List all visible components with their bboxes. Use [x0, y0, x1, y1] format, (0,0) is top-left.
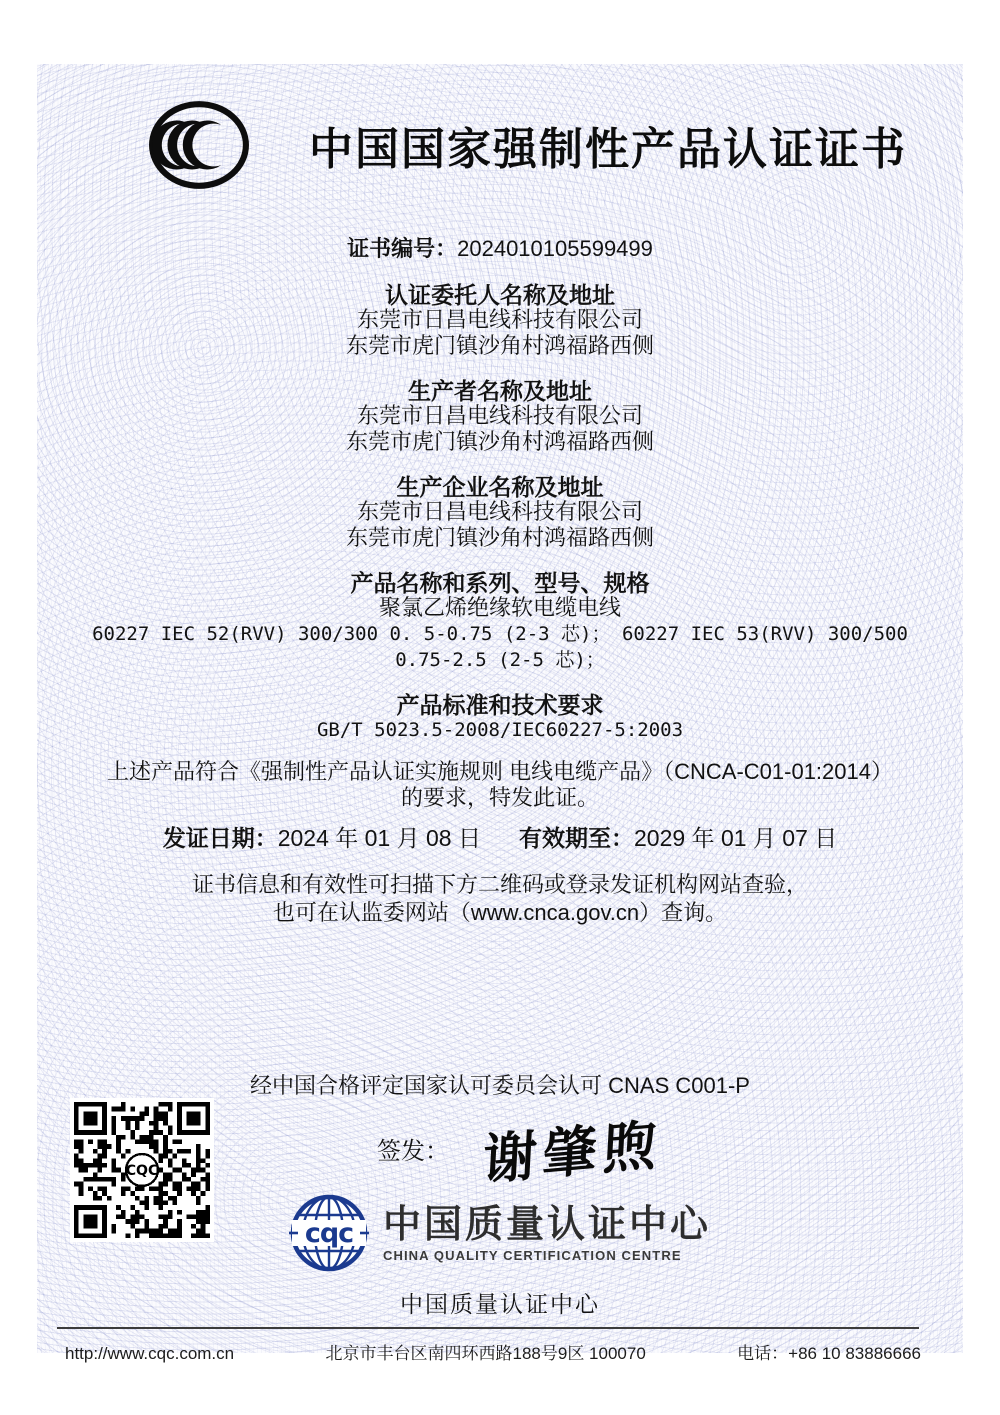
qr-code — [70, 1098, 214, 1242]
section-title: 生产者名称及地址 — [408, 378, 592, 404]
verification-note-line-1: 证书信息和有效性可扫描下方二维码或登录发证机构网站查验， — [191, 872, 808, 897]
footer-website-link[interactable]: http://www.cqc.com.cn — [65, 1344, 235, 1363]
statement-line-1: 上述产品符合《强制性产品认证实施规则 电线电缆产品》（CNCA-C01-01:2014） — [107, 759, 893, 784]
certificate-number-label: 证书编号： — [347, 236, 458, 261]
section-title: 产品标准和技术要求 — [396, 692, 604, 718]
svg-text:CQC: CQC — [125, 1163, 159, 1180]
certificate-number-value: 2024010105599499 — [457, 236, 653, 261]
issue-date-value: 2024 年 01 月 08 日 — [277, 825, 481, 851]
verification-note-line-2: 也可在认监委网站（www.cnca.gov.cn）查询。 — [272, 900, 728, 925]
footer-divider — [57, 1327, 919, 1329]
issuer-name-chinese: 中国质量认证中心 — [382, 1203, 711, 1246]
certificate-number-line — [37, 232, 963, 263]
certificate-title: 中国国家强制性产品认证证书 — [309, 125, 907, 174]
section-product — [37, 571, 963, 673]
producer-name: 东莞市日昌电线科技有限公司 — [356, 403, 643, 428]
applicant-name: 东莞市日昌电线科技有限公司 — [356, 307, 643, 332]
ccc-certification-mark-icon — [147, 94, 251, 196]
verification-note — [37, 871, 963, 927]
statement-line-2: 的要求，特发此证。 — [400, 785, 599, 810]
issue-date-label: 发证日期： — [162, 825, 278, 851]
producer-address: 东莞市虎门镇沙角村鸿福路西侧 — [345, 429, 654, 454]
signature-handwriting: 谢肇煦 — [481, 1111, 665, 1192]
issuer-names — [383, 1204, 711, 1263]
footer — [37, 1339, 963, 1364]
applicant-address: 东莞市虎门镇沙角村鸿福路西侧 — [345, 333, 654, 358]
section-applicant — [37, 283, 963, 359]
conformity-statement — [37, 759, 963, 811]
certificate-page — [37, 64, 963, 1363]
signed-by-label: 签发： — [377, 1137, 449, 1165]
section-title: 认证委托人名称及地址 — [385, 282, 615, 308]
product-spec-line-1: 60227 IEC 52(RVV) 300/300 0. 5-0.75 (2-3 芯)； 60227 IEC 53(RVV) 300/500 — [92, 623, 908, 645]
manufacturer-address: 东莞市虎门镇沙角村鸿福路西侧 — [345, 525, 654, 550]
footer-phone: 电话：+86 10 83886666 — [737, 1344, 921, 1363]
product-spec-line-2: 0.75-2.5 (2-5 芯)； — [395, 649, 605, 671]
section-producer — [37, 379, 963, 455]
standard-code: GB/T 5023.5-2008/IEC60227-5:2003 — [316, 719, 684, 741]
svg-text:cqc: cqc — [304, 1218, 354, 1249]
valid-until-value: 2029 年 01 月 07 日 — [634, 825, 838, 851]
manufacturer-name: 东莞市日昌电线科技有限公司 — [356, 499, 643, 524]
valid-until-label: 有效期至： — [519, 825, 634, 851]
certificate-header — [37, 64, 963, 196]
section-title: 产品名称和系列、型号、规格 — [350, 570, 650, 596]
section-title: 生产企业名称及地址 — [396, 474, 604, 500]
accreditation-line: 经中国合格评定国家认可委员会认可 CNAS C001-P — [250, 1073, 750, 1098]
section-standard — [37, 693, 963, 743]
product-name: 聚氯乙烯绝缘软电缆电线 — [378, 595, 621, 620]
issuer-seal-line: 中国质量认证中心 — [400, 1291, 600, 1317]
dates-line — [37, 825, 963, 851]
footer-address: 北京市丰台区南四环西路188号9区 100070 — [325, 1344, 646, 1363]
issuer-name-english: CHINA QUALITY CERTIFICATION CENTRE — [382, 1247, 682, 1263]
section-manufacturer — [37, 475, 963, 551]
cqc-globe-logo-icon — [289, 1193, 369, 1273]
